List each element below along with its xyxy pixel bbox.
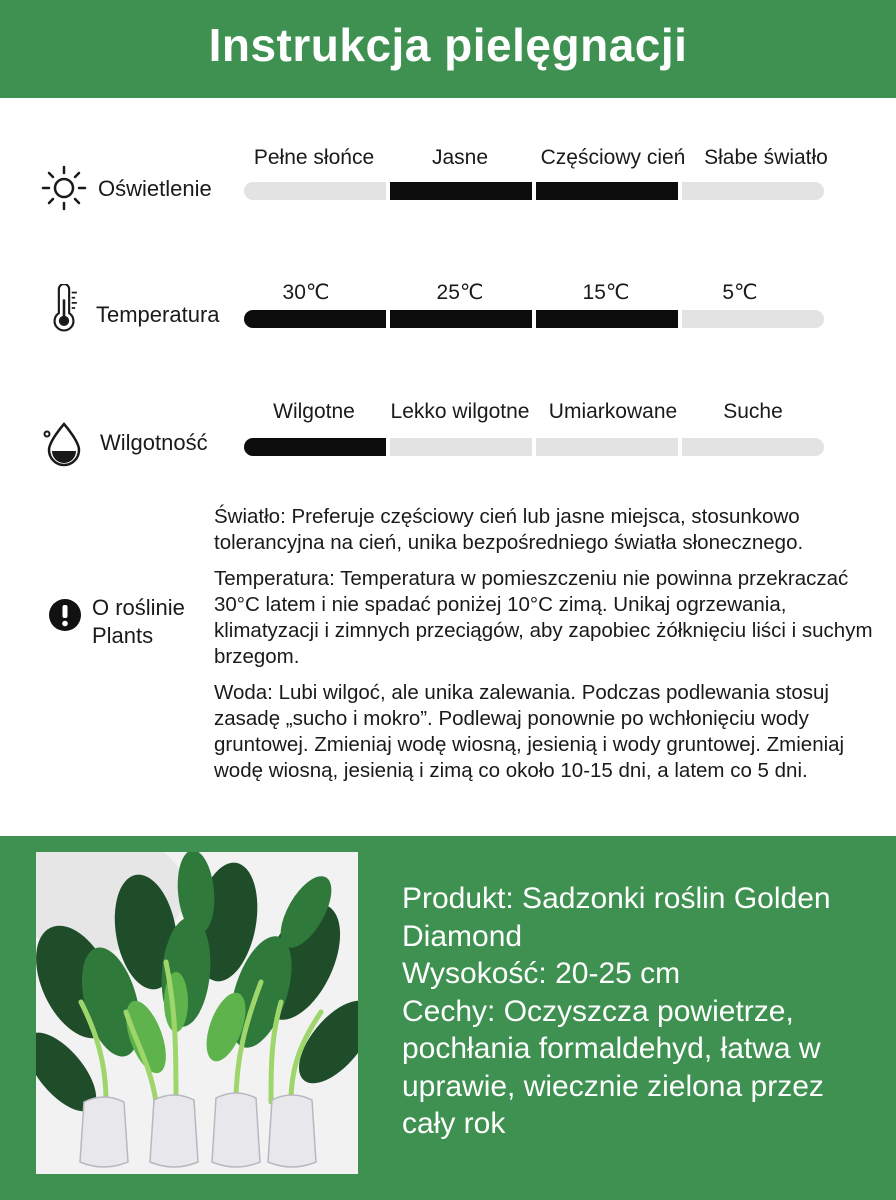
segment-bar — [390, 182, 532, 200]
segment-label: 5℃ — [722, 281, 758, 304]
exclamation-icon — [48, 598, 82, 632]
scale-label-temperature: Temperatura — [96, 302, 220, 327]
about-label — [92, 594, 185, 650]
water-drop-icon — [40, 420, 88, 468]
product-info-line: Cechy: Oczyszcza powietrze, — [402, 994, 794, 1028]
segment-bar — [536, 182, 678, 200]
page-title: Instrukcja pielęgnacji — [208, 19, 688, 71]
segment-bar — [536, 438, 678, 456]
segment-label: Wilgotne — [273, 400, 355, 423]
product-info-line: Wysokość: 20-25 cm — [402, 957, 681, 990]
sun-icon — [40, 164, 88, 212]
segment-label: Słabe światło — [704, 146, 828, 169]
segment-label: Lekko wilgotne — [390, 400, 530, 423]
segment-label: Suche — [723, 400, 783, 423]
product-info — [402, 880, 872, 1143]
product-info-line: pochłania formaldehyd, łatwa w — [402, 1032, 821, 1065]
about-label-line: Plants — [92, 623, 154, 648]
scale-temperature — [0, 272, 896, 352]
segment-label: Częściowy cień — [540, 146, 686, 169]
scale-label-light: Oświetlenie — [98, 176, 212, 201]
segment-bar — [682, 182, 824, 200]
segment-bar — [244, 438, 386, 456]
segment-bar — [390, 310, 532, 328]
scale-light — [0, 140, 896, 220]
care-paragraph-temperature: Temperatura: Temperatura w pomieszczeniu nie powinna przekraczać 30°C latem i nie spadać poniżej 10°C zimą. Unikaj ogrzewania, klimatyzacji i zimnych przeciągów, aby zapobiec żółknięciu liści i suchym brzegom. — [214, 567, 873, 668]
thermometer-icon — [40, 284, 88, 332]
segment-label: Jasne — [431, 146, 489, 169]
segment-label: 15℃ — [582, 281, 630, 304]
segment-bar — [244, 182, 386, 200]
segment-label: Umiarkowane — [548, 400, 678, 423]
segment-label: 25℃ — [436, 281, 484, 304]
care-description — [214, 504, 874, 794]
about-label-line: O roślinie — [92, 595, 185, 620]
segment-bar — [244, 310, 386, 328]
segment-bar — [682, 438, 824, 456]
product-info-line: Diamond — [402, 919, 523, 953]
segment-bar — [682, 310, 824, 328]
scale-humidity — [0, 396, 896, 476]
plant-photo — [36, 852, 358, 1174]
segment-label: 30℃ — [282, 281, 330, 304]
scale-label-humidity: Wilgotność — [100, 430, 208, 455]
segment-bar — [390, 438, 532, 456]
care-paragraph-light: Światło: Preferuje częściowy cień lub jasne miejsca, stosunkowo tolerancyjna na cień, unika bezpośredniego światła słonecznego. — [214, 505, 804, 554]
product-info-line: cały rok — [402, 1107, 506, 1140]
header-banner — [0, 0, 896, 98]
product-info-line: Produkt: Sadzonki roślin Golden — [402, 882, 831, 915]
segment-bar — [536, 310, 678, 328]
segment-label: Pełne słońce — [253, 146, 375, 169]
product-info-line: uprawie, wiecznie zielona przez — [402, 1069, 824, 1103]
care-paragraph-water: Woda: Lubi wilgoć, ale unika zalewania. Podczas podlewania stosuj zasadę „sucho i mokro”. Podlewaj ponownie po wchłonięciu wody gruntowej. Zmieniaj wodę wiosną, jesienią i wody gruntowej. Zmieniaj wodę wiosną, jesienią i zimą co około 10-15 dni, a latem co 5 dni. — [214, 681, 845, 782]
